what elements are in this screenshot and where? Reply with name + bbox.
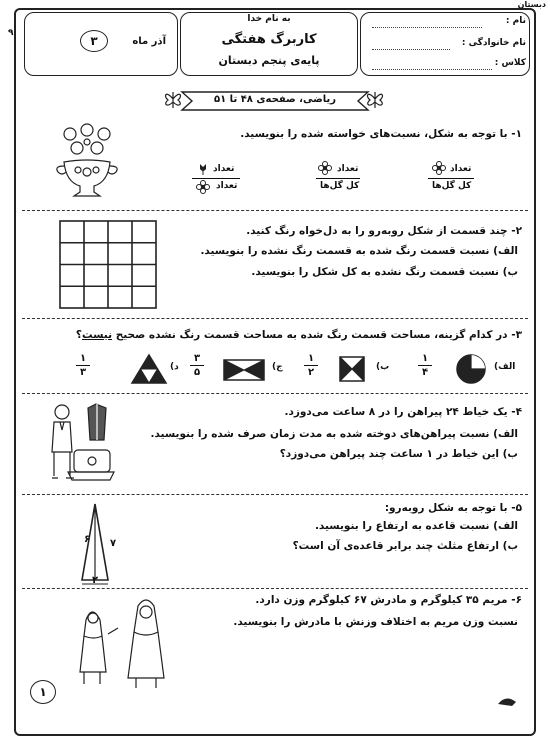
corner-label: دبستان [517,0,546,9]
fraction-2-bar [316,178,360,179]
fraction-denominator: ۲ [307,367,315,378]
class-dotted-line [372,69,492,70]
option-b-label: ب) [376,362,390,372]
month-number: ۳ [80,30,108,52]
butterfly-icon [162,88,184,112]
option-b-square [338,355,366,383]
fraction-bar [418,365,432,366]
option-c-label: ج) [272,362,283,372]
header-side-mark: ٩ [8,28,14,38]
page-title: کاربرگ هفتگی [221,32,317,47]
option-a-circle [454,353,488,385]
divider [22,588,528,589]
divider [22,494,528,495]
triangle-side-left: ۶ [84,534,91,545]
flower-vase-icon [50,122,124,202]
question-4: ۴- یک خیاط ۲۴ پیراهن را در ۸ ساعت می‌دوزد. [284,406,522,418]
flower-icon [432,161,446,175]
fraction-2-top: تعداد [337,164,359,174]
question-2a: الف) نسبت قسمت رنگ شده به قسمت رنگ نشده را بنویسید. [200,245,518,257]
fraction-numerator: ۱ [307,353,315,364]
banner-text: ریاضی، صفحه‌ی ۴۸ تا ۵۱ [213,94,337,105]
fraction-1-bar [428,178,474,179]
divider [22,318,528,319]
question-2: ۲- چند قسمت از شکل روبه‌رو را به دل‌خواه رنگ کنید. [246,225,522,237]
option-a-fraction [418,353,432,378]
fraction-3-top: تعداد [213,164,235,174]
question-5b: ب) ارتفاع مثلث چند برابر قاعده‌ی آن است؟ [292,540,518,552]
name-dotted-line [372,27,482,28]
option-a-label: الف) [494,362,516,372]
corner-ornament-icon [496,694,518,708]
basmala: به نام خدا [247,14,291,24]
question-5a: الف) نسبت قاعده به ارتفاع را بنویسید. [314,520,518,532]
fraction-numerator: ۱ [421,353,429,364]
option-c-fraction [190,353,204,378]
option-d-triangle [130,353,168,385]
coloring-grid[interactable] [58,219,158,310]
fraction-denominator: ۳ [79,367,87,378]
option-c-rectangle [222,358,266,382]
tulip-icon [196,161,210,175]
option-b-fraction [304,353,318,378]
fraction-1-bottom: کل گل‌ها [432,181,472,191]
flower-icon [318,161,332,175]
question-3-qmark: ؟ [75,329,82,341]
family-dotted-line [372,49,450,50]
fraction-2-bottom: کل گل‌ها [320,181,360,191]
mother-daughter-illustration-icon [72,596,172,692]
option-d-fraction [76,353,90,378]
fraction-denominator: ۴ [421,367,429,378]
question-4a: الف) نسبت پیراهن‌های دوخته شده به مدت زمان صرف شده را بنویسید. [150,428,518,440]
question-3-text: ۳- در کدام گزینه، مساحت قسمت رنگ شده به مساحت قسمت رنگ نشده صحیح [115,329,522,341]
triangle-side-right: ۷ [110,538,117,549]
fraction-denominator: ۵ [193,367,201,378]
question-4b: ب) این خیاط در ۱ ساعت چند پیراهن می‌دوزد؟ [279,448,518,460]
divider [22,210,528,211]
fraction-bar [304,365,318,366]
fraction-3-bottom: تعداد [216,181,238,191]
question-6: ۶- مریم ۳۵ کیلوگرم و مادرش ۶۷ کیلوگرم وزن دارد. [255,594,522,606]
name-label: نام : [505,16,526,26]
triangle-base: ۲ [92,575,99,586]
option-d-label: د) [170,362,179,372]
question-5: ۵- با توجه به شکل روبه‌رو: [384,502,522,514]
family-label: نام خانوادگی : [461,38,526,48]
fraction-numerator: ۱ [79,353,87,364]
question-3-negation: نیست [82,329,113,341]
divider [22,393,528,394]
fraction-bar [190,365,204,366]
fraction-numerator: ۳ [193,353,201,364]
fraction-3-bar [192,178,240,179]
flower-icon [196,180,210,194]
grade-label: پایه‌ی پنجم دبستان [218,54,320,67]
question-3 [76,329,522,341]
question-1: ۱- با توجه به شکل، نسبت‌های خواسته شده را بنویسید. [240,128,522,140]
fraction-1-top: تعداد [450,164,472,174]
question-2b: ب) نسبت قسمت رنگ نشده به کل شکل را بنویسید. [251,266,518,278]
question-6a: نسبت وزن مریم به اختلاف وزنش با مادرش را بنویسید. [233,616,518,628]
tailor-illustration-icon [44,400,116,486]
butterfly-icon [364,88,386,112]
class-label: کلاس : [494,58,526,68]
page-number: ۱ [30,680,56,704]
month-label: آذر ماه [132,36,166,47]
fraction-bar [76,365,90,366]
